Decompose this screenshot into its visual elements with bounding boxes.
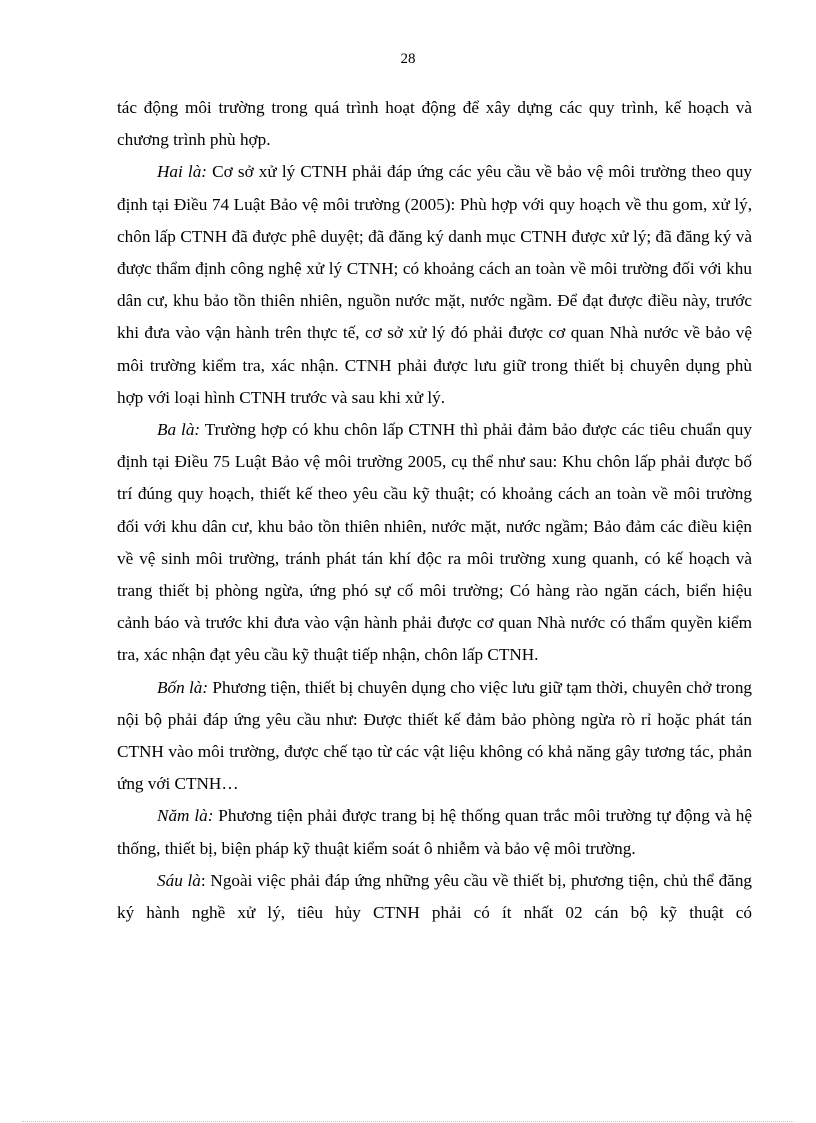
paragraph-lead: Bốn là: xyxy=(157,677,209,697)
paragraph-4 xyxy=(117,672,752,801)
paragraph-lead: Năm là: xyxy=(157,806,214,826)
paragraph-text: Phương tiện, thiết bị chuyên dụng cho việc lưu giữ tạm thời, chuyên chở trong nội bộ phải đáp ứng yêu cầu như: Được thiết kế đảm bảo phòng ngừa rò rỉ hoặc phát tán CTNH vào môi trường, được chế tạo từ các vật liệu không có khả năng gây tương tác, phản ứng với CTNH… xyxy=(117,677,753,794)
paragraph-5 xyxy=(117,800,752,864)
paragraph-6 xyxy=(117,865,752,929)
page-bottom-divider xyxy=(22,1121,794,1122)
paragraph-text: : Ngoài việc phải đáp ứng những yêu cầu về thiết bị, phương tiện, chủ thể đăng ký hành nghề xử lý, tiêu hủy CTNH phải có ít nhất 02 cán bộ kỹ thuật có xyxy=(117,870,753,923)
paragraph-text: Cơ sở xử lý CTNH phải đáp ứng các yêu cầu về bảo vệ môi trường theo quy định tại Điều 74 Luật Bảo vệ môi trường (2005): Phù hợp với quy hoạch về thu gom, xử lý, chôn lấp CTNH đã được phê duyệt; đã đăng ký danh mục CTNH được xử lý; đã đăng ký và được thẩm định công nghệ xử lý CTNH; có khoảng cách an toàn về môi trường đối với khu dân cư, khu bảo tồn thiên nhiên, nguồn nước mặt, nước ngầm. Để đạt được điều này, trước khi đưa vào vận hành trên thực tế, cơ sở xử lý đó phải được cơ quan Nhà nước về bảo vệ môi trường kiểm tra, xác nhận. CTNH phải được lưu giữ trong thiết bị chuyên dụng phù hợp với loại hình CTNH trước và sau khi xử lý. xyxy=(117,162,753,407)
paragraph-1 xyxy=(117,92,752,156)
document-body xyxy=(117,92,752,929)
paragraph-lead: Hai là: xyxy=(157,162,208,182)
page-number: 28 xyxy=(400,51,416,67)
paragraph-text: Phương tiện phải được trang bị hệ thống quan trắc môi trường tự động và hệ thống, thiết bị, biện pháp kỹ thuật kiểm soát ô nhiễm và bảo vệ môi trường. xyxy=(117,806,753,858)
paragraph-text: Trường hợp có khu chôn lấp CTNH thì phải đảm bảo được các tiêu chuẩn quy định tại Điều 75 Luật Bảo vệ môi trường 2005, cụ thể như sau: Khu chôn lấp phải được bố trí đúng quy hoạch, thiết kế theo yêu cầu kỹ thuật; có khoảng cách an toàn về môi trường đối với khu dân cư, khu bảo tồn thiên nhiên, nước mặt, nước ngầm; Bảo đảm các điều kiện về vệ sinh môi trường, tránh phát tán khí độc ra môi trường xung quanh, có kế hoạch và trang thiết bị phòng ngừa, ứng phó sự cố môi trường; Có hàng rào ngăn cách, biển hiệu cảnh báo và trước khi đưa vào vận hành phải được cơ quan Nhà nước có thẩm quyền kiểm tra, xác nhận đạt yêu cầu kỹ thuật tiếp nhận, chôn lấp CTNH. xyxy=(117,420,752,665)
paragraph-text: tác động môi trường trong quá trình hoạt động để xây dựng các quy trình, kế hoạch và chương trình phù hợp. xyxy=(117,98,752,150)
paragraph-3 xyxy=(117,414,752,672)
paragraph-lead: Sáu là xyxy=(157,870,201,890)
paragraph-2 xyxy=(117,156,752,414)
paragraph-lead: Ba là: xyxy=(157,420,201,440)
